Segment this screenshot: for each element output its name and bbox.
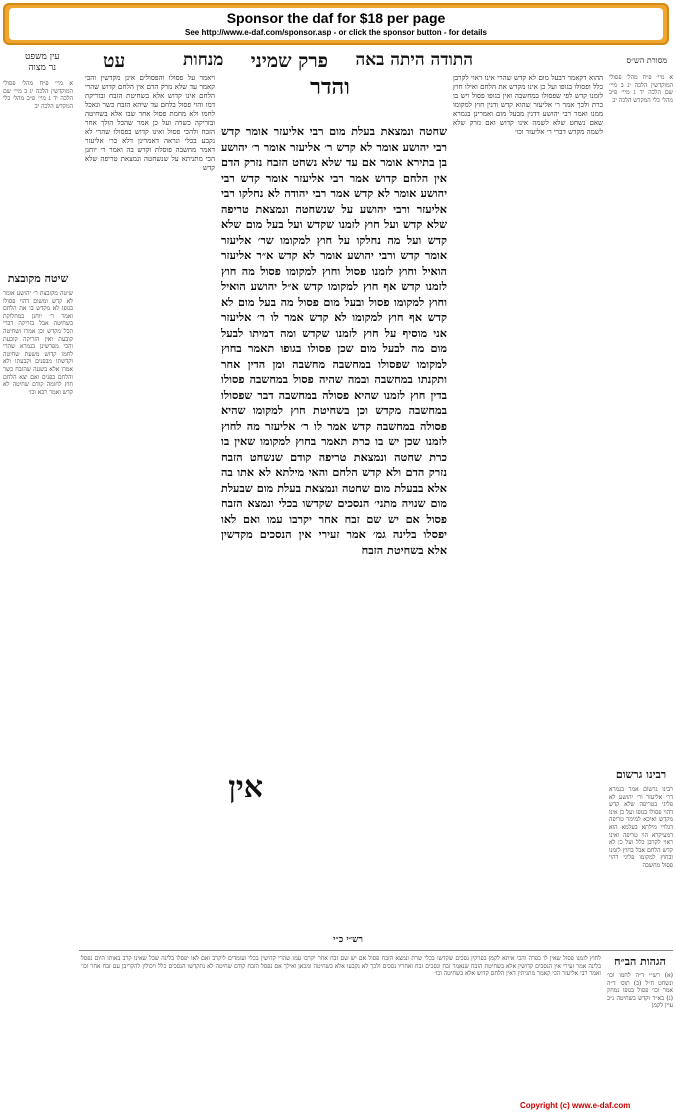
daf-number: עט: [103, 50, 126, 72]
shita-mekubetzet-column: שיטה מקובצת ר׳ יהושע אומר לא קדש ומשום דהוי פסולו בגופו לא מקדש בו את הלחם ואמר ר׳ יוחנן במחלוקת בשחיטה אבל בזריקה דברי הכל מקדש וכן אמרו ושחיטה קובעת ואין הזריקה קובעת והכי מפרשינן בגמרא שהרי לחמו קדוש משעת שחיטה וקדשתו מבפנים וקבעתו ולא אמרו אלא בשעה שהזבח כשר והלחם בפנים ואם יצא הלחם חוץ לחומה קודם שחיטה לא קדש ואמר רבא וכו׳: [3, 290, 73, 396]
rabbeinu-gershom-column: רבינו גרשום אמר בגמרא דר׳ אליעזר ור׳ יהושע לא פליגי בטריפה שלא קדש דהוי פסולו בגופו ועל כן אינו מקדש ואיכא למימר טריפה דגלויי מילתא בעלמא הוא דמעיקרא הוי טריפה ואינו ראוי לקרבן כלל ועל כן לא קדש הלחם אבל בחוץ לזמנו ובחוץ למקומו פליגי דהוי פסול מחשבה: [609, 786, 673, 869]
hagahot-column: (א) רש״י ד״ה לחמו וכו׳ ונשחט ח״ל (ב) תוס׳ ד״ה אמר וכו׳ פסול בגופו נמחק (ג) בא״ד וקדש בשחיטה נ״ב עיין לקמן: [607, 972, 673, 1010]
bottom-separator: [79, 950, 673, 951]
sponsor-banner-inner[interactable]: [9, 8, 663, 40]
bottom-commentary: לחוץ לזמנו פסול שאין לו כפרה והכי איתא לקמן בפרקין נסכים שקדשו בכלי שרת ונמצא הזבח פסול אם יש שם זבח אחר יקרבו עמו שהרי קדושין בכלי ועומדים ליקרב ואם לאו יפסלו בלינה שכל שאינו קרב באותו היום נפסל בלינה אמר זעירי אין הנסכים קדושין אלא בשחיטת הזבח שנאמר זבח ונסכים זבח ואחריו נסכים ולכך לא נקבעו אלא בשחיטה ומכאן ואילך אם נפסל הזבח קודם שחיטה לא נתקדשו הנסכים כלל ויכולין להקריבן עם זבח אחר וכו׳ ואמר רבי אליעזר הכי קאמר מתניתין דאין הלחם קדוש אלא בשחיטה וכו׳: [81, 955, 601, 978]
copyright-footer[interactable]: Copyright (c) www.e-daf.com: [520, 1101, 631, 1110]
masechet-name: מנחות: [183, 50, 224, 70]
ein-mishpat-column: א מיי׳ פ״ח מהל׳ פסולי המוקדשין הלכה יג ב מיי׳ שם הלכה יד ג מיי׳ פ״ב מהל׳ כלי המקדש הלכה יב: [3, 80, 73, 110]
gemara-main-text: שחטה ונמצאת בעלת מום רבי אליעזר אומר קדש רבי יהושע אומר לא קדש ר׳ אליעזר אומר ר׳ יהושע בן בתירא אומר אם עד שלא נשחט הזבח נזרק הדם אין הלחם קדוש אמר רבי אליעזר אומר קדש רבי יהושע אומר לא קדש אמר רבי יהודה לא נחלקו רבי אליעזר ורבי יהושע על שנשחטה ונמצאת טריפה שלא קדש ועל חוץ לזמנו שקדש ועל בעל מום שלא קדש ועל מה נחלקו על חוץ למקומו שר׳ אליעזר אומר קדש ורבי יהושע אומר לא קדש א״ר אליעזר הואיל וחוץ לזמנו פסול וחוץ למקומו פסול מה חוץ לזמנו קדש אף חוץ למקומו קדש א״ל יהושע הואיל וחוץ למקומו פסול ובעל מום פסול מה בעל מום לא קדש אף חוץ למקומו לא קדש אמר לו ר׳ אליעזר אני מוסיף על חוץ לזמנו שקדש ומה דמיתו לבעל מום מה לבעל מום שכן פסולו בגופו תאמר בחוץ למקומו שפסולו במחשבה מחשבה ומן הדין אחר ותקנתו במחשבה ובמה שהיה פסול במחשבה פסולו בדין חוץ לזמנו שהיא פסולה במחשבה דבר שפסולו במחשבה מקדש וכן בשחיטת חוץ למקומו שהיא פסולה במחשבה קדש אמר לו ר׳ אליעזר מה לחוץ לזמנו שכן יש בו כרת תאמר בחוץ למקומו שאין בו כרת שחטה ונמצאת טריפה קודם שנשחט הזבח נזרק הדם ולא קדש הלחם והאי מילתא לא אתו בה אלא בבעלת מום שחטה ונמצאת בעלת מום שבעלת מום שנויה מתני׳ הנסכים שקדשו בכלי ונמצא הזבח פסול אם יש שם זבח אחר יקרבו עמו ואם לאו יפסלו בלינה גמ׳ אמר זעירי אין הנסכים מקדשין אלא בשחיטת הזבח: [221, 124, 447, 557]
shita-mekubetzet-title: שיטה מקובצת: [7, 272, 69, 285]
rabbeinu-gershom-title: רבינו גרשום: [615, 768, 667, 781]
tosafot-column: ויאמר על פסולו והפסולים אינן מקדשין והכי קאמר עד שלא נזרק הדם אין הלחם קדוש שהרי הלחם אינו קדוש אלא בשחיטת הזבח ובזריקת דמו והוי פסול בלחם עד שיהא הזבח כשר ונאכל לחמו ולא מחמת פסול אחר שבו אלא בשחיטה ובזריקה כשרה ועל כן אמר שהכל הולך אחר הזבח ולהכי פסול ואינו קדוש בפסולו שהרי לא נקבע בכלי ונראה דאמרינן דלא כר׳ אליעזר דאמר מחשבה פוסלת וקדש בה ואמר ר׳ יוחנן הכי מתניתא על שנשחטה ונמצאת טריפה שלא קדש: [85, 74, 215, 172]
perek-label: פרק שמיני: [250, 50, 328, 72]
page-header: [3, 50, 673, 72]
chapter-name: התודה היתה באה: [355, 50, 473, 70]
rashi-bottom-title: רש״י כ״י: [333, 935, 363, 945]
talmud-page: [3, 50, 673, 1100]
ein-big-initial: אין: [228, 770, 263, 805]
hagahot-title: הגהות הב״ח: [614, 955, 666, 968]
vehader-word: והדר: [310, 74, 350, 100]
rashi-column: ההוא דקאמר דבעל מום לא קדש שהרי אינו ראוי לקרבן כלל ופסולו בגופו ועל כן אינו מקדש את הלחם ואילו חוץ לזמנו קדש לפי שפסולו במחשבה ואין בגופו פסול ויש בו כרת ולכך אמר ר׳ אליעזר שהוא קדש ודנין חוץ למקומו ממנו ואמר רבי יהושע דדנין מבעל מום ואמרינן בגמרא שאם נשחט שלא לשמה אינו קדוש ואם נזרק שלא לשמה מקדש דברי ר׳ אליעזר וכו׳: [453, 74, 603, 136]
sponsor-banner[interactable]: [3, 3, 669, 45]
sponsor-subtitle[interactable]: See http://www.e-daf.com/sponsor.asp - or click the sponsor button - for details: [185, 28, 487, 37]
sponsor-title[interactable]: Sponsor the daf for $18 per page: [226, 10, 446, 26]
ein-mishpat-label: עין משפט נר מצוה: [25, 52, 60, 73]
masoret-hashas-label: מסורת הש״ס: [626, 56, 667, 65]
masoret-hashas-column: א מיי׳ פ״ח מהל׳ פסולי המוקדשין הלכה יג ב מיי׳ שם הלכה יד ג מיי׳ פ״ב מהל׳ כלי המקדש הלכה יב: [609, 74, 673, 104]
